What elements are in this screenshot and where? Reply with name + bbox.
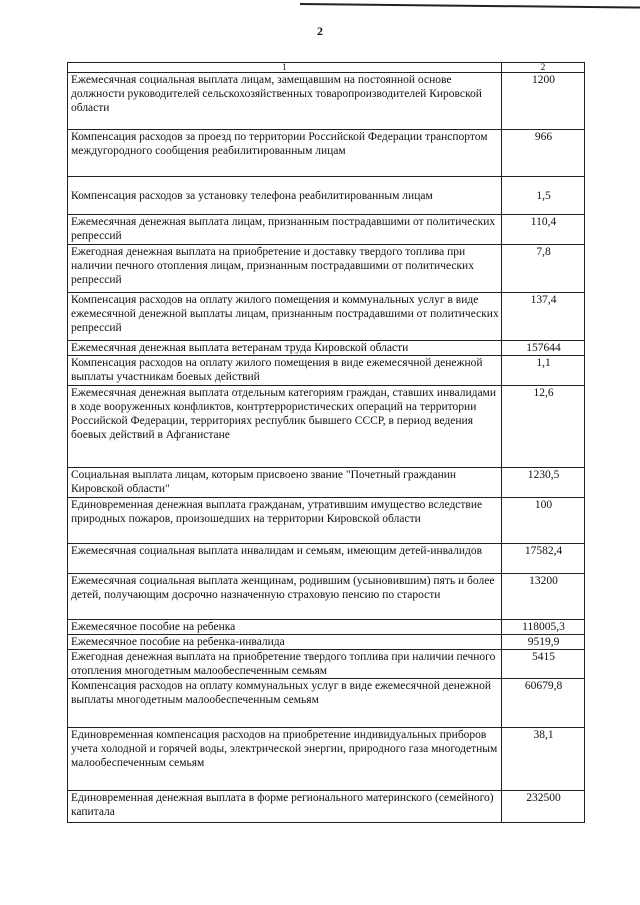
row-description: Ежемесячная денежная выплата ветеранам труда Кировской области: [68, 341, 502, 356]
table-row: [68, 468, 585, 498]
scan-edge-line: [300, 3, 640, 9]
table-row: [68, 679, 585, 728]
row-amount: 137,4: [502, 293, 585, 341]
row-amount: 5415: [502, 650, 585, 679]
table-row: [68, 635, 585, 650]
table-row: [68, 177, 585, 215]
row-description: Компенсация расходов за установку телефона реабилитированным лицам: [68, 177, 502, 215]
row-description: Ежемесячное пособие на ребенка: [68, 620, 502, 635]
table-row: [68, 650, 585, 679]
row-amount: 1,5: [502, 177, 585, 215]
table-row: [68, 728, 585, 791]
row-description: Ежемесячная денежная выплата отдельным категориям граждан, ставших инвалидами в ходе вооруженных конфликтов, контртеррористических операций на территории Российской Федерации, территориях республик бывшего СССР, в период ведения боевых действий в Афганистане: [68, 386, 502, 468]
row-amount: 100: [502, 498, 585, 544]
row-description: Компенсация расходов на оплату жилого помещения и коммунальных услуг в виде ежемесячной денежной выплаты лицам, признанным пострадавшими от политических репрессий: [68, 293, 502, 341]
table-row: [68, 791, 585, 823]
row-amount: 118005,3: [502, 620, 585, 635]
page-number: 2: [317, 24, 323, 38]
row-amount: 9519,9: [502, 635, 585, 650]
row-description: Единовременная денежная выплата в форме регионального материнского (семейного) капитала: [68, 791, 502, 823]
row-amount: 1,1: [502, 356, 585, 386]
table-row: [68, 73, 585, 130]
row-amount: 38,1: [502, 728, 585, 791]
row-amount: 7,8: [502, 245, 585, 293]
table-row: [68, 130, 585, 177]
table-row: [68, 386, 585, 468]
row-amount: 232500: [502, 791, 585, 823]
row-amount: 1200: [502, 73, 585, 130]
row-description: Компенсация расходов на оплату жилого помещения в виде ежемесячной денежной выплаты участникам боевых действий: [68, 356, 502, 386]
row-amount: 60679,8: [502, 679, 585, 728]
table-row: [68, 498, 585, 544]
table-row: [68, 574, 585, 620]
table-row: [68, 341, 585, 356]
row-amount: 13200: [502, 574, 585, 620]
row-description: Ежемесячная денежная выплата лицам, признанным пострадавшими от политических репрессий: [68, 215, 502, 245]
row-description: Социальная выплата лицам, которым присвоено звание "Почетный гражданин Кировской области": [68, 468, 502, 498]
table-row: [68, 544, 585, 574]
table-row: [68, 215, 585, 245]
table-row: [68, 356, 585, 386]
payments-table: [67, 62, 585, 823]
row-description: Единовременная компенсация расходов на приобретение индивидуальных приборов учета холодной и горячей воды, электрической энергии, природного газа многодетным малообеспеченным семьям: [68, 728, 502, 791]
table-row: [68, 245, 585, 293]
row-description: Ежегодная денежная выплата на приобретение твердого топлива при наличии печного отопления многодетным малообеспеченным семьям: [68, 650, 502, 679]
row-amount: 1230,5: [502, 468, 585, 498]
column-header-1: 1: [68, 63, 502, 73]
row-description: Единовременная денежная выплата гражданам, утратившим имущество вследствие природных пожаров, произошедших на территории Кировской области: [68, 498, 502, 544]
row-description: Компенсация расходов на оплату коммунальных услуг в виде ежемесячной денежной выплаты многодетным малообеспеченным семьям: [68, 679, 502, 728]
row-amount: 966: [502, 130, 585, 177]
row-amount: 17582,4: [502, 544, 585, 574]
row-description: Ежегодная денежная выплата на приобретение и доставку твердого топлива при наличии печного отопления лицам, признанным пострадавшими от политических репрессий: [68, 245, 502, 293]
row-description: Ежемесячное пособие на ребенка-инвалида: [68, 635, 502, 650]
table-row: [68, 620, 585, 635]
row-description: Ежемесячная социальная выплата инвалидам и семьям, имеющим детей-инвалидов: [68, 544, 502, 574]
table-row: [68, 293, 585, 341]
table-header-row: [68, 63, 585, 73]
row-amount: 12,6: [502, 386, 585, 468]
row-description: Ежемесячная социальная выплата лицам, замещавшим на постоянной основе должности руководителей сельскохозяйственных товаропроизводителей Кировской области: [68, 73, 502, 130]
row-description: Ежемесячная социальная выплата женщинам, родившим (усыновившим) пять и более детей, получающим досрочно назначенную страховую пенсию по старости: [68, 574, 502, 620]
row-amount: 110,4: [502, 215, 585, 245]
column-header-2: 2: [502, 63, 585, 73]
row-amount: 157644: [502, 341, 585, 356]
row-description: Компенсация расходов за проезд по территории Российской Федерации транспортом междугородного сообщения реабилитированным лицам: [68, 130, 502, 177]
